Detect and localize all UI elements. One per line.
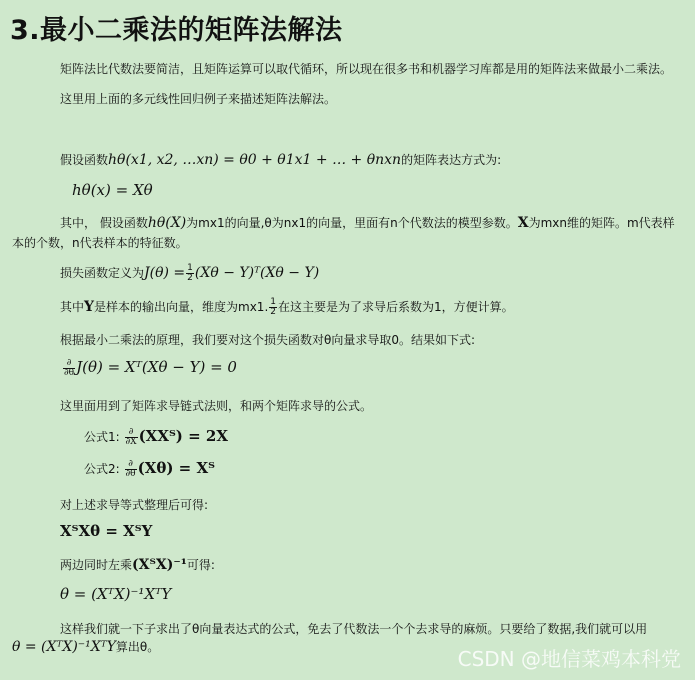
- multiply-a: 两边同时左乘: [60, 558, 133, 572]
- chain-intro: 这里面用到了矩阵求导链式法则，和两个矩阵求导的公式。: [60, 399, 373, 413]
- formula-2-rest: (Xθ) = Xᵀ: [137, 459, 215, 477]
- derive-equation: [62, 358, 237, 378]
- formula-2-fraction-den: ∂θ: [125, 468, 136, 479]
- example-paragraph: 这里用上面的多元线性回归例子来描述矩阵法解法。: [60, 92, 337, 106]
- solution-equation: θ = (XᵀX)⁻¹XᵀY: [60, 585, 172, 603]
- explain-func: hθ(X): [147, 215, 187, 231]
- formula-1-label: 公式1:: [84, 430, 120, 444]
- explain-line-1: [60, 214, 675, 232]
- arrange-equation: XᵀXθ = XᵀY: [60, 522, 153, 540]
- where-y-fraction-num: 1: [270, 297, 276, 307]
- loss-fraction-den: 2: [187, 273, 193, 283]
- formula-2-fraction-num: ∂: [125, 460, 137, 470]
- formula-1-line: [84, 427, 228, 447]
- explain-x-symbol: X: [517, 215, 529, 231]
- where-y-fraction-den: 2: [270, 307, 276, 317]
- conclusion-expr: θ = (XᵀX)⁻¹XᵀY: [12, 639, 116, 655]
- loss-fraction: [186, 264, 194, 283]
- loss-prefix: 损失函数定义为: [60, 266, 145, 280]
- formula-2-fraction: [125, 460, 137, 479]
- explain-line-2: 本的个数，n代表样本的特征数。: [12, 236, 188, 250]
- formula-1-rest: (XXᵀ) = 2X: [138, 427, 228, 445]
- derive-intro: 根据最小二乘法的原理，我们要对这个损失函数对θ向量求导取0。结果如下式:: [60, 333, 476, 347]
- multiply-b: 可得:: [186, 558, 215, 572]
- derive-fraction-num: ∂: [63, 359, 75, 369]
- hypothesis-suffix: 的矩阵表达方式为:: [401, 153, 502, 167]
- where-y-c: 在这主要是为了求导后系数为1，方便计算。: [278, 300, 514, 314]
- formula-2-eq: [124, 459, 215, 477]
- conclusion-b: 算出θ。: [115, 640, 160, 654]
- loss-right: (Xθ − Y)ᵀ(Xθ − Y): [194, 265, 320, 281]
- intro-paragraph: 矩阵法比代数法要简洁，且矩阵运算可以取代循环，所以现在很多书和机器学习库都是用的矩阵法来做最小二乘法。: [60, 62, 673, 76]
- watermark: CSDN @地信菜鸡本科党: [457, 647, 681, 671]
- where-y-a: 其中: [60, 300, 85, 314]
- hypothesis-formula: hθ(x1, x2, …xn) = θ0 + θ1x1 + … + θnxn: [108, 152, 402, 168]
- where-y-b: 是样本的输出向量，维度为mx1.: [94, 300, 269, 314]
- conclusion-line-1: 这样我们就一下子求出了θ向量表达式的公式，免去了代数法一个个去求导的麻烦。只要给了数据,我们就可以用: [60, 622, 648, 636]
- derive-fraction: [63, 359, 75, 378]
- multiply-expr: (XᵀX)⁻¹: [132, 557, 187, 573]
- page-title: 3.最小二乘法的矩阵法解法: [10, 15, 343, 46]
- formula-1-fraction-den: ∂X: [125, 436, 137, 447]
- derive-rest: J(θ) = Xᵀ(Xθ − Y) = 0: [76, 358, 237, 376]
- where-y-line: [60, 298, 514, 317]
- conclusion-line-2: [12, 638, 159, 656]
- explain-c: 为mxn维的矩阵。m代表样: [528, 216, 675, 230]
- where-y-symbol: Y: [84, 299, 95, 315]
- formula-2-label: 公式2:: [84, 462, 120, 476]
- hypothesis-line: [60, 151, 501, 169]
- derive-fraction-den: ∂θ: [64, 367, 75, 378]
- explain-b: 为mx1的向量,θ为nx1的向量，里面有n个代数法的模型参数。: [186, 216, 518, 230]
- formula-1-fraction: [125, 428, 138, 447]
- formula-2-line: [84, 459, 215, 479]
- loss-fraction-num: 1: [187, 263, 193, 273]
- formula-1-fraction-num: ∂: [125, 428, 138, 438]
- hypothesis-matrix-equation: hθ(x) = Xθ: [72, 181, 153, 199]
- formula-1-eq: [124, 427, 228, 445]
- explain-a: 其中， 假设函数: [60, 216, 148, 230]
- hypothesis-prefix: 假设函数: [60, 153, 109, 167]
- loss-line: [60, 264, 319, 283]
- multiply-line: [60, 556, 215, 574]
- loss-left: J(θ) =: [144, 265, 186, 281]
- arrange-intro: 对上述求导等式整理后可得:: [60, 498, 209, 512]
- where-y-fraction: [269, 298, 277, 317]
